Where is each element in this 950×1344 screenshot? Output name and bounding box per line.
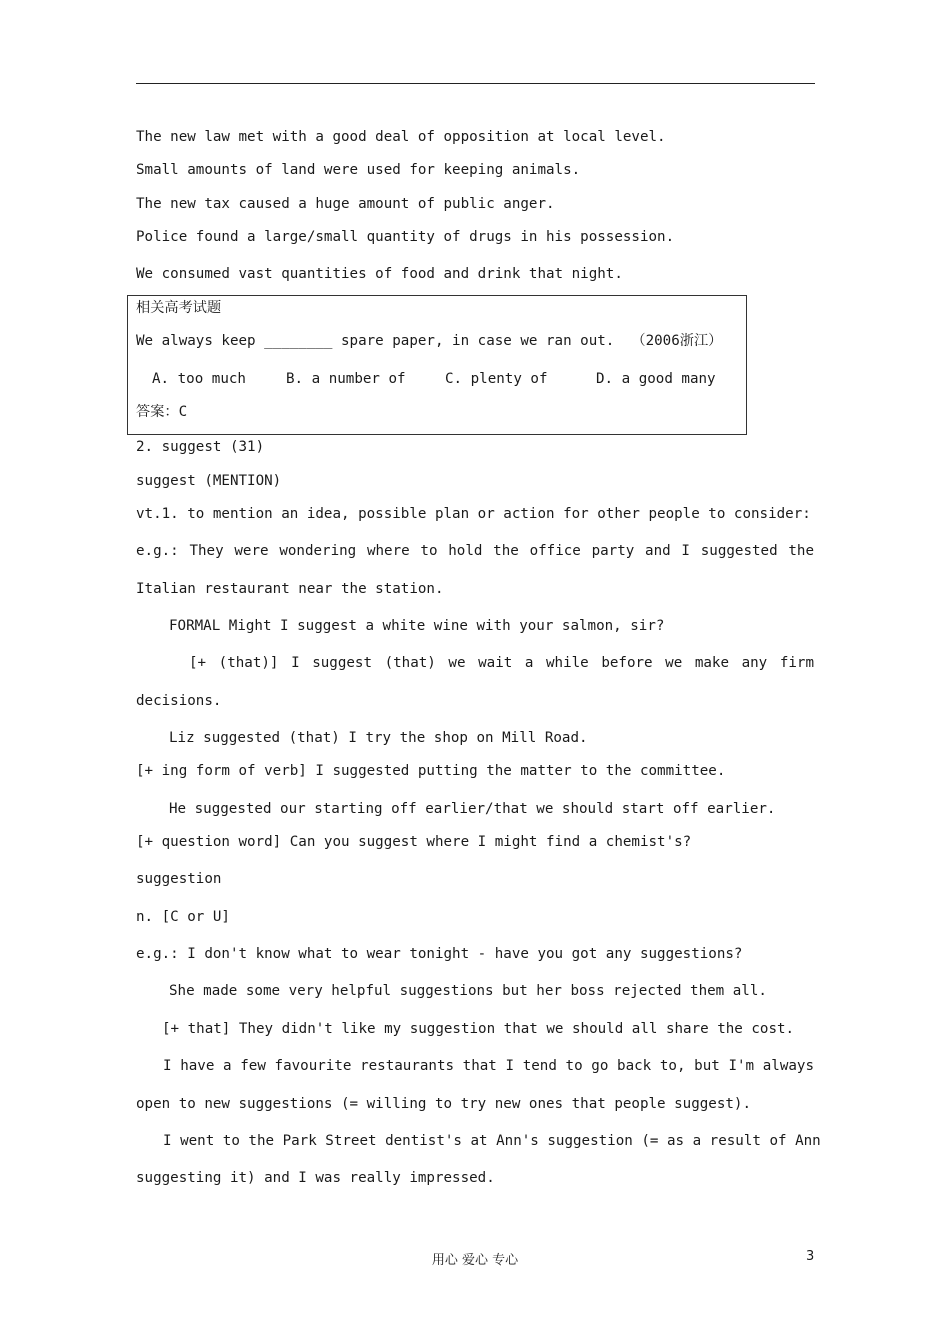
exam-answer: 答案：C	[136, 404, 188, 420]
example-line: decisions.	[136, 693, 222, 709]
example-line: The new tax caused a huge amount of public anger.	[136, 196, 555, 212]
example-line: The new law met with a good deal of opposition at local level.	[136, 129, 666, 145]
example-line: e.g.: They were wondering where to hold the office party and I suggested the	[136, 543, 814, 559]
exam-option-a: A. too much	[152, 371, 246, 387]
example-line: [+ that] They didn't like my suggestion that we should all share the cost.	[162, 1021, 795, 1037]
noun-word: suggestion	[136, 871, 222, 887]
example-line: FORMAL Might I suggest a white wine with your salmon, sir?	[169, 618, 665, 634]
exam-box-title: 相关高考试题	[136, 300, 222, 316]
example-line: [+ ing form of verb] I suggested putting the matter to the committee.	[136, 763, 726, 779]
example-line: open to new suggestions (= willing to try new ones that people suggest).	[136, 1096, 751, 1112]
example-line: Small amounts of land were used for keeping animals.	[136, 162, 581, 178]
example-line: e.g.: I don't know what to wear tonight - have you got any suggestions?	[136, 946, 743, 962]
example-line: I went to the Park Street dentist's at Ann's suggestion (= as a result of Ann	[163, 1133, 821, 1149]
example-line: He suggested our starting off earlier/that we should start off earlier.	[169, 801, 776, 817]
header-rule	[136, 83, 815, 84]
example-line: Italian restaurant near the station.	[136, 581, 444, 597]
section-subheading: suggest (MENTION)	[136, 473, 282, 489]
exam-option-c: C. plenty of	[445, 371, 548, 387]
exam-question: We always keep ________ spare paper, in case we ran out. （2006浙江）	[136, 333, 723, 349]
example-line: [+ question word] Can you suggest where I might find a chemist's?	[136, 834, 692, 850]
example-line: I have a few favourite restaurants that I tend to go back to, but I'm always	[163, 1058, 814, 1074]
definition: vt.1. to mention an idea, possible plan or action for other people to consider:	[136, 506, 811, 522]
page-footer: 用心 爱心 专心	[431, 1253, 519, 1268]
example-line: She made some very helpful suggestions but her boss rejected them all.	[169, 983, 767, 999]
example-line: Liz suggested (that) I try the shop on Mill Road.	[169, 730, 588, 746]
example-line: [+ (that)] I suggest (that) we wait a while before we make any firm	[189, 655, 814, 671]
example-line: suggesting it) and I was really impressed.	[136, 1170, 495, 1186]
page-number: 3	[806, 1249, 815, 1264]
example-line: We consumed vast quantities of food and drink that night.	[136, 266, 623, 282]
example-line: Police found a large/small quantity of drugs in his possession.	[136, 229, 675, 245]
section-heading: 2. suggest (31)	[136, 439, 265, 455]
exam-option-b: B. a number of	[286, 371, 406, 387]
exam-option-d: D. a good many	[596, 371, 716, 387]
noun-tag: n. [C or U]	[136, 909, 230, 925]
